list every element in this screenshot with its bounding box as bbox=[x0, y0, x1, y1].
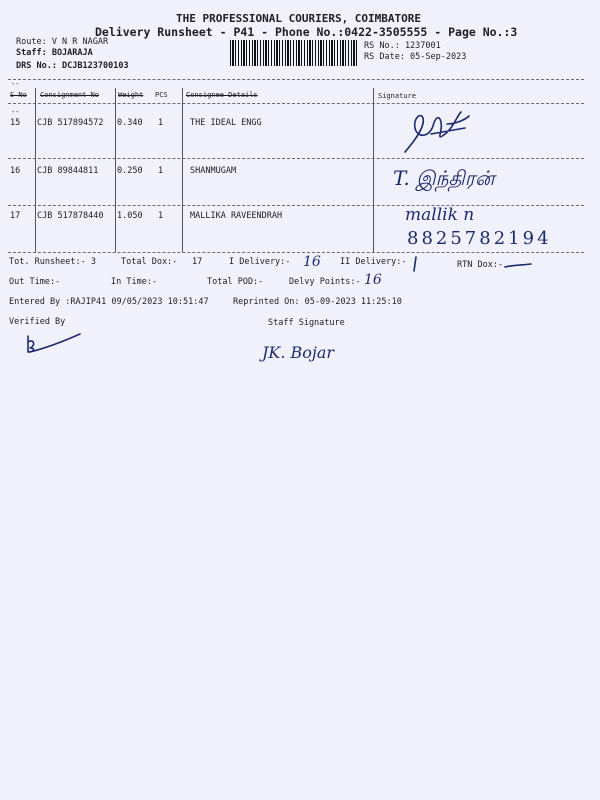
total-dox-value: 17 bbox=[192, 257, 203, 267]
col-header-sno: S No bbox=[10, 91, 27, 99]
col-header-weight: Weight bbox=[118, 91, 144, 99]
verified-signature bbox=[20, 330, 90, 356]
col-line bbox=[182, 88, 183, 252]
row-consignment: CJB 517894572 bbox=[37, 118, 104, 128]
company-title: THE PROFESSIONAL COURIERS, COIMBATORE bbox=[176, 12, 422, 25]
verified-by-label: Verified By bbox=[9, 317, 66, 327]
row-consignee: SHANMUGAM bbox=[190, 166, 237, 176]
col-line bbox=[115, 88, 116, 252]
row-consignee: MALLIKA RAVEENDRAH bbox=[190, 211, 283, 221]
row-weight: 0.340 bbox=[117, 118, 143, 128]
col-header-pcs: PCS bbox=[155, 91, 168, 99]
header-divider bbox=[8, 103, 584, 104]
drs-label: DRS No.: DCJB123700103 bbox=[16, 61, 129, 71]
row-divider bbox=[8, 205, 584, 206]
barcode bbox=[230, 40, 358, 66]
staff-signature: JK. Bojar bbox=[262, 343, 335, 362]
runsheet-subtitle: Delivery Runsheet - P41 - Phone No.:0422-3505555 - Page No.:3 bbox=[95, 25, 518, 39]
delvy-points-label: Delvy Points:- bbox=[289, 277, 361, 287]
delvy-points-value: 16 bbox=[364, 272, 382, 288]
in-time-label: In Time:- bbox=[111, 277, 158, 287]
rs-number: RS No.: 1237001 bbox=[364, 41, 441, 51]
row-weight: 0.250 bbox=[117, 166, 143, 176]
out-time-label: Out Time:- bbox=[9, 277, 61, 287]
row-pcs: 1 bbox=[158, 211, 164, 221]
row-weight: 1.050 bbox=[117, 211, 143, 221]
total-pod-label: Total POD:- bbox=[207, 277, 264, 287]
i-delivery-value: 16 bbox=[303, 254, 321, 270]
row-sno: 16 bbox=[10, 166, 21, 176]
i-delivery-label: I Delivery:- bbox=[229, 257, 291, 267]
signature-row-16: T. இந்திரன் bbox=[393, 166, 495, 190]
entered-by: Entered By :RAJIP41 09/05/2023 10:51:47 bbox=[9, 297, 209, 307]
total-dox-label: Total Dox:- bbox=[121, 257, 178, 267]
ii-delivery-label: II Delivery:- bbox=[340, 257, 407, 267]
ii-delivery-mark bbox=[410, 255, 420, 273]
col-header-consignment: Consignment No bbox=[40, 91, 100, 99]
row-sno: 15 bbox=[10, 118, 21, 128]
staff-signature-label: Staff Signature bbox=[268, 318, 345, 328]
col-header-signature: Signature bbox=[378, 92, 416, 100]
row-sno: 17 bbox=[10, 211, 21, 221]
row-consignment: CJB 89844811 bbox=[37, 166, 99, 176]
col-header-consignee: Consignee Details bbox=[186, 91, 258, 99]
divider bbox=[8, 79, 584, 80]
col-line bbox=[35, 88, 36, 252]
row-pcs: 1 bbox=[158, 118, 164, 128]
row-consignee: THE IDEAL ENGG bbox=[190, 118, 262, 128]
total-runsheet: Tot. Runsheet:- 3 bbox=[9, 257, 96, 267]
rtn-dox-label: RTN Dox:- bbox=[457, 260, 504, 270]
row-mark: -- bbox=[11, 108, 20, 116]
col-line bbox=[373, 88, 374, 252]
phone-row-17: 8825782194 bbox=[407, 228, 552, 249]
reprinted-on: Reprinted On: 05-09-2023 11:25:10 bbox=[233, 297, 402, 307]
table-bottom-divider bbox=[8, 252, 584, 253]
row-consignment: CJB 517878440 bbox=[37, 211, 104, 221]
row-pcs: 1 bbox=[158, 166, 164, 176]
staff-label: Staff: BOJARAJA bbox=[16, 48, 93, 58]
row-divider bbox=[8, 158, 584, 159]
rs-date: RS Date: 05-Sep-2023 bbox=[364, 52, 467, 62]
route-label: Route: V N R NAGAR bbox=[16, 37, 109, 47]
rtn-dox-mark bbox=[503, 262, 533, 270]
signature-row-15 bbox=[395, 108, 475, 160]
divider-mark: -- bbox=[11, 80, 20, 88]
signature-row-17: mallik n bbox=[405, 205, 475, 225]
